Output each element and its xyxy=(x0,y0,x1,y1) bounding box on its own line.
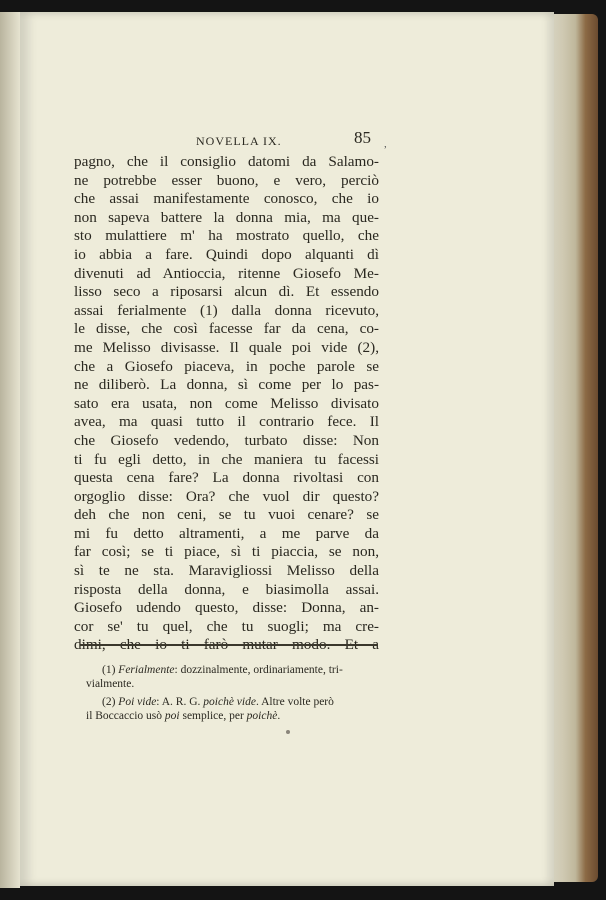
footnote-text: vialmente. xyxy=(86,678,135,690)
text-line: ti fu egli detto, in che maniera tu facessi xyxy=(74,450,379,468)
text-line: questa cena fare? La donna rivoltasi con xyxy=(74,469,379,487)
text-line: che assai manifestamente conosco, che io xyxy=(74,190,379,208)
text-line: pagno, che il consiglio datomi da Salamo- xyxy=(74,153,379,170)
text-line: far così; se ti piace, sì ti piaccia, se non, xyxy=(74,543,379,561)
footnote-term: Ferialmente xyxy=(118,664,175,676)
text-line: lisso seco a riposarsi alcun dì. Et essendo xyxy=(74,283,379,301)
text-line: cor se' tu quel, che tu suogli; ma cre- xyxy=(74,617,379,635)
text-line: me Melisso divisasse. Il quale poi vide (2), xyxy=(74,338,379,356)
text-line: ne diliberò. La donna, sì come per lo pas- xyxy=(74,376,379,394)
text-line: sto mulattiere m' ha mostrato quello, che xyxy=(74,227,379,245)
book-page xyxy=(20,12,554,886)
footnotes xyxy=(86,663,386,723)
footnote-2 xyxy=(86,695,386,723)
text-line: orgoglio disse: Ora? che vuol dir questo? xyxy=(74,487,379,505)
text-line: mi fu detto altramenti, a me parve da xyxy=(74,524,379,542)
footnote-text: : dozzinalmente, ordinariamente, tri- xyxy=(174,664,343,676)
text-line: deh che non ceni, se tu vuoi cenare? se xyxy=(74,506,379,524)
text-line: assai ferialmente (1) dalla donna ricevuto, xyxy=(74,301,379,319)
text-line: sì te ne sta. Maravigliossi Melisso della xyxy=(74,562,379,580)
footnote-text: il Boccaccio usò xyxy=(86,710,163,722)
footnote-emphasis: poichè vide xyxy=(203,696,256,708)
footnote-text: : A. R. G. xyxy=(156,696,201,708)
footnote-emphasis: poi xyxy=(164,710,180,722)
text-line: che a Giosefo piaceva, in poche parole se xyxy=(74,357,379,375)
text-line: avea, ma quasi tutto il contrario fece. Il xyxy=(74,413,379,431)
paper-spot xyxy=(286,730,290,734)
footnote-marker: (2) xyxy=(102,696,116,708)
margin-mark: , xyxy=(384,138,387,150)
text-line: che Giosefo vedendo, turbato disse: Non xyxy=(74,431,379,449)
footnote-text: . xyxy=(277,710,281,722)
facing-page-edge xyxy=(0,12,20,888)
book-page-edges xyxy=(548,14,598,882)
body-text xyxy=(74,153,379,655)
running-head-title: NOVELLA IX. xyxy=(196,134,282,148)
footnote-emphasis: poichè xyxy=(246,710,278,722)
footnote-rule xyxy=(80,644,378,646)
footnote-1 xyxy=(86,663,386,691)
text-line: dimi, che io ti farò mutar modo. Et a xyxy=(74,636,379,654)
running-head xyxy=(182,128,398,150)
footnote-marker: (1) xyxy=(102,664,116,676)
text-line: le disse, che così facesse far da cena, co- xyxy=(74,320,379,338)
text-line: io abbia a fare. Quindi dopo alquanti dì xyxy=(74,245,379,263)
footnote-term: Poi vide xyxy=(118,696,157,708)
text-line: risposta della donna, e biasimolla assai. xyxy=(74,580,379,598)
footnote-text: semplice, per xyxy=(182,710,244,722)
text-line: Giosefo udendo questo, disse: Donna, an- xyxy=(74,599,379,617)
page-number: 85 xyxy=(354,128,371,147)
text-line: ne potrebbe esser buono, e vero, perciò xyxy=(74,171,379,189)
text-line: non sapeva battere la donna mia, ma que- xyxy=(74,208,379,226)
text-line: divenuti ad Antioccia, ritenne Giosefo Me- xyxy=(74,264,379,282)
text-line: sato era usata, non come Melisso divisato xyxy=(74,394,379,412)
footnote-text: . Altre volte però xyxy=(255,696,334,708)
